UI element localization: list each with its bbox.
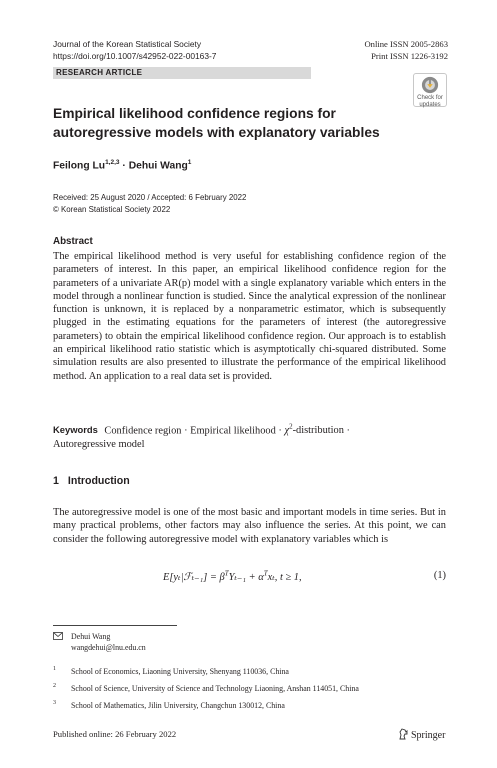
- keyword-suffix: -distribution: [292, 425, 344, 437]
- doi-link[interactable]: https://doi.org/10.1007/s42952-022-00163-7: [53, 51, 217, 61]
- affiliation-number: 3: [53, 700, 56, 706]
- author-name[interactable]: Feilong Lu: [53, 160, 106, 172]
- keywords-label: Keywords: [53, 424, 98, 436]
- author-separator: ·: [119, 160, 129, 172]
- affiliation-text: School of Economics, Liaoning University, Shenyang 110036, China: [71, 667, 289, 676]
- article-type-bar: RESEARCH ARTICLE: [53, 67, 311, 79]
- paper-title: Empirical likelihood confidence regions for autoregressive models with explanatory variables: [53, 106, 380, 140]
- issn-block: [364, 38, 448, 62]
- abstract-text: The empirical likelihood method is very useful for establishing confidence region of the parameters of interest. In this paper, an empirical likelihood confidence region for the parameters of a univariate AR(p) model with a single explanatory variable which enters in the model through a nonlinear function is studied. Since the analytical expression of the nonlinear function is unknown, it is replaced by a nonparametric estimator, which is subsequently plugged in the estimating equations for the parameters of interest (the autoregressive parameters) to obtain the empirical likelihood confidence region. Our approach is to establish an empirical likelihood ratio statistic which is asymptotically chi-squared distributed. Some simulation results are also presented to illustrate the performance of the empirical likelihood method. An application to a real data set is provided.: [53, 251, 446, 382]
- received-accepted: Received: 25 August 2020 / Accepted: 6 February 2022: [53, 193, 247, 202]
- check-updates-line2: updates: [419, 101, 441, 108]
- chi-symbol: χ: [284, 425, 290, 437]
- equation-mid: Yₜ₋₁ + α: [228, 572, 264, 584]
- keyword: Autoregressive model: [53, 438, 145, 450]
- online-issn: Online ISSN 2005-2863: [364, 39, 448, 49]
- abstract-heading: Abstract: [53, 236, 93, 247]
- journal-header: [53, 38, 216, 62]
- keywords-block: [53, 421, 446, 451]
- equation-sup: T: [224, 570, 229, 578]
- section-title: Introduction: [67, 475, 130, 487]
- chi-superscript: 2: [289, 423, 293, 431]
- footnote-rule: [53, 625, 177, 626]
- springer-horse-icon: [398, 728, 409, 740]
- affiliation-number: 2: [53, 683, 56, 689]
- equation-body: [163, 570, 302, 583]
- section-number: 1: [53, 475, 59, 487]
- dates-block: [53, 192, 246, 215]
- author-affil-sup: 1,2,3: [105, 159, 120, 166]
- check-for-updates-icon: [421, 76, 439, 94]
- keyword-separator: ·: [275, 425, 285, 437]
- print-issn: Print ISSN 1226-3192: [371, 51, 448, 61]
- author-name[interactable]: Dehui Wang: [128, 160, 188, 172]
- equation-lhs: E[yₜ|ℱₜ₋₁] = β: [163, 572, 225, 584]
- author-list: [53, 159, 191, 171]
- published-date: Published online: 26 February 2022: [53, 729, 177, 739]
- envelope-icon: [53, 632, 63, 640]
- section-heading: [53, 475, 130, 487]
- equation-1: [53, 570, 446, 586]
- publisher-logo: [398, 728, 445, 741]
- journal-name: Journal of the Korean Statistical Society: [53, 39, 202, 49]
- equation-tail: xₜ, t ≥ 1,: [267, 572, 302, 584]
- affiliation-text: School of Science, University of Science and Technology Liaoning, Anshan 114051, China: [71, 684, 359, 693]
- equation-number: (1): [433, 570, 446, 581]
- check-updates-line1: Check for: [417, 95, 443, 101]
- affiliation-text: School of Mathematics, Jilin University, Changchun 130012, China: [71, 701, 285, 710]
- affiliation-number: 1: [53, 666, 56, 672]
- keyword: [284, 425, 343, 436]
- check-for-updates-badge[interactable]: [413, 73, 447, 107]
- corresponding-email[interactable]: wangdehui@lnu.edu.cn: [71, 643, 146, 652]
- corresponding-name: Dehui Wang: [71, 632, 111, 641]
- keyword: Confidence region: [104, 425, 182, 437]
- publisher-name: Springer: [411, 730, 446, 741]
- keyword-separator: ·: [343, 425, 350, 437]
- keyword-separator: ·: [181, 425, 191, 437]
- copyright: © Korean Statistical Society 2022: [53, 204, 171, 214]
- keyword: Empirical likelihood: [190, 425, 276, 437]
- equation-sup: T: [263, 570, 268, 578]
- intro-paragraph: The autoregressive model is one of the most basic and important models in time series. But in many practical problems, other factors may also influence the series. At this point, we can consider the following autoregressive model with explanatory variables which is: [53, 507, 446, 545]
- author-affil-sup: 1: [187, 159, 192, 166]
